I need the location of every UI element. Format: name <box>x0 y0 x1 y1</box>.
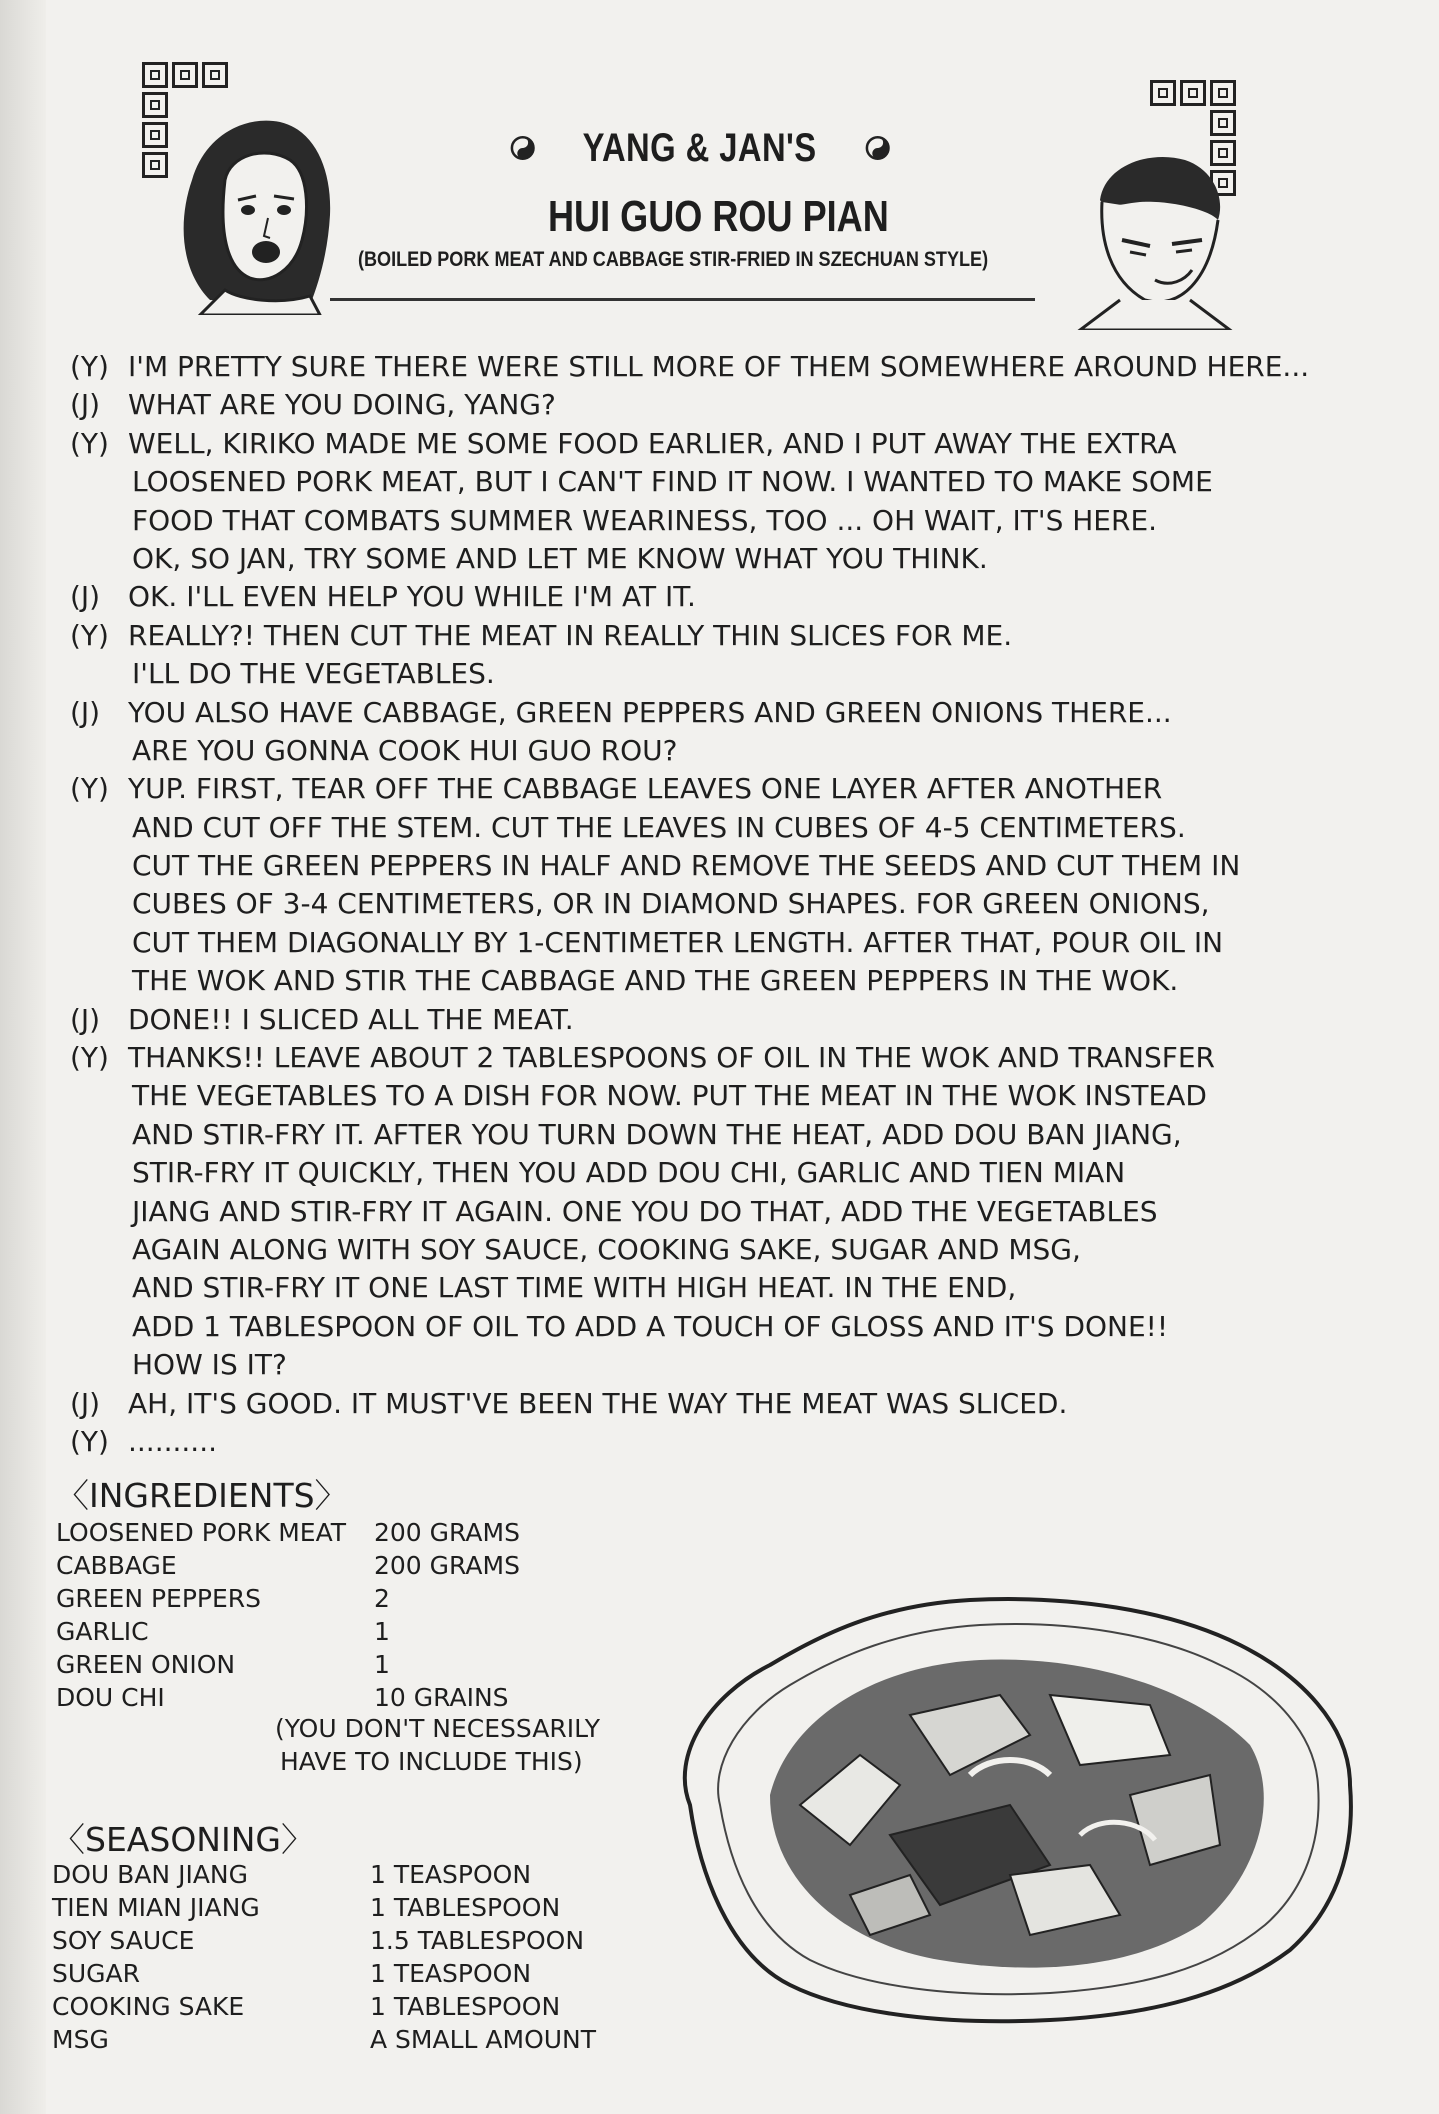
dialogue-line <box>70 617 1370 655</box>
dialogue-line <box>70 1423 1370 1461</box>
dialogue-text: WELL, KIRIKO MADE ME SOME FOOD EARLIER, AND I PUT AWAY THE EXTRA <box>128 426 1177 460</box>
fret-ornament-left <box>142 62 228 88</box>
dialogue-text: YUP. FIRST, TEAR OFF THE CABBAGE LEAVES ONE LAYER AFTER ANOTHER <box>128 772 1163 806</box>
ingredients-row <box>56 1681 520 1714</box>
seasoning-amount: A SMALL AMOUNT <box>370 2025 597 2054</box>
seasoning-amount: 1.5 TABLESPOON <box>370 1926 585 1955</box>
dialogue-text: AH, IT'S GOOD. IT MUST'VE BEEN THE WAY THE MEAT WAS SLICED. <box>128 1386 1068 1420</box>
ingredients-amount: 1 <box>374 1650 390 1679</box>
dialogue-text: THANKS!! LEAVE ABOUT 2 TABLESPOONS OF OIL IN THE WOK AND TRANSFER <box>128 1041 1215 1075</box>
seasoning-name: MSG <box>52 2025 109 2054</box>
dialogue-line <box>70 1385 1370 1423</box>
seasoning-name: TIEN MIAN JIANG <box>52 1893 260 1922</box>
dialogue-text: THE VEGETABLES TO A DISH FOR NOW. PUT THE MEAT IN THE WOK INSTEAD <box>132 1079 1207 1113</box>
dialogue-line <box>70 1193 1370 1231</box>
dialogue-line <box>70 1154 1370 1192</box>
ingredients-name: CABBAGE <box>56 1551 177 1580</box>
seasoning-amount: 1 TEASPOON <box>370 1860 532 1889</box>
dialogue-text: DONE!! I SLICED ALL THE MEAT. <box>128 1002 574 1036</box>
ingredients-name: GREEN PEPPERS <box>56 1584 262 1613</box>
dish-name: HUI GUO ROU PIAN <box>548 192 889 241</box>
speaker-tag: (J) <box>70 388 101 422</box>
dialogue-text: HOW IS IT? <box>132 1348 287 1382</box>
dialogue-line <box>70 348 1370 386</box>
dialogue-text: OK. I'LL EVEN HELP YOU WHILE I'M AT IT. <box>128 580 696 614</box>
ingredients-row <box>56 1615 520 1648</box>
dialogue-line <box>70 847 1370 885</box>
seasoning-name: COOKING SAKE <box>52 1992 245 2021</box>
ingredients-row <box>56 1648 520 1681</box>
dialogue-line <box>70 770 1370 808</box>
speaker-tag: (J) <box>70 1002 101 1036</box>
ingredients-amount: 2 <box>374 1584 390 1613</box>
speaker-tag: (J) <box>70 695 101 729</box>
dialogue-line <box>70 1269 1370 1307</box>
dialogue-line <box>70 1308 1370 1346</box>
seasoning-name: DOU BAN JIANG <box>52 1860 248 1889</box>
yin-yang-icon <box>865 129 890 167</box>
dialogue-text: AND STIR-FRY IT ONE LAST TIME WITH HIGH HEAT. IN THE END, <box>132 1271 1017 1305</box>
seasoning-row <box>52 2023 596 2056</box>
seasoning-row <box>52 1990 596 2023</box>
dialogue-line <box>70 425 1370 463</box>
dialogue-line <box>70 1039 1370 1077</box>
dialogue-line <box>70 1231 1370 1269</box>
dialogue-line <box>70 502 1370 540</box>
title-underline <box>330 298 1035 301</box>
speaker-tag: (Y) <box>70 350 109 383</box>
seasoning-list <box>52 1858 596 2056</box>
dialogue-line <box>70 732 1370 770</box>
dialogue-text: YOU ALSO HAVE CABBAGE, GREEN PEPPERS AND GREEN ONIONS THERE... <box>128 695 1172 729</box>
dialogue-line <box>70 694 1370 732</box>
man-portrait-illustration <box>1060 140 1240 330</box>
dialogue-text: JIANG AND STIR-FRY IT AGAIN. ONE YOU DO THAT, ADD THE VEGETABLES <box>132 1194 1158 1228</box>
dialogue-text: FOOD THAT COMBATS SUMMER WEARINESS, TOO ... OH WAIT, IT'S HERE. <box>132 503 1158 537</box>
dialogue-line <box>70 578 1370 616</box>
ingredients-amount: 200 GRAMS <box>374 1551 520 1580</box>
dialogue-text: I'M PRETTY SURE THERE WERE STILL MORE OF THEM SOMEWHERE AROUND HERE... <box>128 350 1310 383</box>
stir-fry-dish-illustration <box>650 1575 1370 2035</box>
speaker-tag: (J) <box>70 580 101 614</box>
dialogue-line <box>70 1077 1370 1115</box>
dialogue-text: ARE YOU GONNA COOK HUI GUO ROU? <box>132 733 678 767</box>
dialogue-text: AGAIN ALONG WITH SOY SAUCE, COOKING SAKE, SUGAR AND MSG, <box>132 1232 1081 1266</box>
ingredients-name: GARLIC <box>56 1617 149 1646</box>
ingredients-amount: 10 GRAINS <box>374 1683 509 1712</box>
speaker-tag: (Y) <box>70 1041 109 1075</box>
dialogue-line <box>70 924 1370 962</box>
dialogue-line <box>70 463 1370 501</box>
fret-ornament-left-column <box>142 92 168 178</box>
dialogue-line <box>70 885 1370 923</box>
title-row <box>510 118 890 178</box>
fret-ornament-right <box>1150 80 1236 106</box>
seasoning-heading: 〈SEASONING〉 <box>52 1820 314 1859</box>
recipe-title: YANG & JAN'S <box>583 125 817 170</box>
dialogue-line <box>70 386 1370 424</box>
dialogue-line <box>70 962 1370 1000</box>
dialogue-text: ADD 1 TABLESPOON OF OIL TO ADD A TOUCH OF GLOSS AND IT'S DONE!! <box>132 1309 1169 1343</box>
ingredients-list <box>56 1516 520 1714</box>
dialogue-text: OK, SO JAN, TRY SOME AND LET ME KNOW WHAT YOU THINK. <box>132 541 988 575</box>
seasoning-row <box>52 1891 596 1924</box>
ingredients-row <box>56 1582 520 1615</box>
dialogue-text: WHAT ARE YOU DOING, YANG? <box>128 388 556 422</box>
dialogue-line <box>70 1001 1370 1039</box>
speaker-tag: (Y) <box>70 618 109 652</box>
speaker-tag: (Y) <box>70 426 109 460</box>
seasoning-row <box>52 1858 596 1891</box>
ingredients-heading: 〈INGREDIENTS〉 <box>56 1476 348 1515</box>
seasoning-row <box>52 1924 596 1957</box>
dialogue-text: LOOSENED PORK MEAT, BUT I CAN'T FIND IT NOW. I WANTED TO MAKE SOME <box>132 465 1213 499</box>
dialogue-text: STIR-FRY IT QUICKLY, THEN YOU ADD DOU CHI, GARLIC AND TIEN MIAN <box>132 1156 1126 1190</box>
dialogue-text: AND STIR-FRY IT. AFTER YOU TURN DOWN THE HEAT, ADD DOU BAN JIANG, <box>132 1117 1182 1151</box>
ingredients-amount: 200 GRAMS <box>374 1518 520 1547</box>
seasoning-amount: 1 TEASPOON <box>370 1959 532 1988</box>
dou-chi-note: (YOU DON'T NECESSARILY HAVE TO INCLUDE THIS) <box>275 1714 600 1776</box>
seasoning-name: SOY SAUCE <box>52 1926 195 1955</box>
dialogue-text: .......... <box>128 1424 218 1458</box>
seasoning-name: SUGAR <box>52 1959 141 1988</box>
dialogue-line <box>70 655 1370 693</box>
ingredients-row <box>56 1516 520 1549</box>
dialogue-text: CUT THE GREEN PEPPERS IN HALF AND REMOVE THE SEEDS AND CUT THEM IN <box>132 849 1241 883</box>
dialogue-text: AND CUT OFF THE STEM. CUT THE LEAVES IN CUBES OF 4-5 CENTIMETERS. <box>132 810 1186 844</box>
ingredients-name: GREEN ONION <box>56 1650 236 1679</box>
ingredients-name: LOOSENED PORK MEAT <box>56 1518 347 1547</box>
ingredients-name: DOU CHI <box>56 1683 165 1712</box>
dialogue-text: CUBES OF 3-4 CENTIMETERS, OR IN DIAMOND SHAPES. FOR GREEN ONIONS, <box>132 887 1210 921</box>
dialogue-line <box>70 809 1370 847</box>
recipe-header <box>0 0 1439 330</box>
ingredients-row <box>56 1549 520 1582</box>
seasoning-amount: 1 TABLESPOON <box>370 1893 561 1922</box>
yin-yang-icon <box>510 129 535 167</box>
speaker-tag: (Y) <box>70 772 109 806</box>
woman-portrait-illustration <box>170 100 340 315</box>
dish-subtitle: (BOILED PORK MEAT AND CABBAGE STIR-FRIED IN SZECHUAN STYLE) <box>358 248 989 271</box>
speaker-tag: (J) <box>70 1386 101 1420</box>
dialogue-line <box>70 1346 1370 1384</box>
dialogue-line <box>70 540 1370 578</box>
dialogue-text: I'LL DO THE VEGETABLES. <box>132 657 495 691</box>
dialogue-line <box>70 1116 1370 1154</box>
dialogue-text: CUT THEM DIAGONALLY BY 1-CENTIMETER LENGTH. AFTER THAT, POUR OIL IN <box>132 925 1224 959</box>
seasoning-row <box>52 1957 596 1990</box>
recipe-dialogue <box>70 348 1370 1461</box>
dialogue-text: REALLY?! THEN CUT THE MEAT IN REALLY THIN SLICES FOR ME. <box>128 618 1013 652</box>
dialogue-text: THE WOK AND STIR THE CABBAGE AND THE GREEN PEPPERS IN THE WOK. <box>132 964 1179 998</box>
speaker-tag: (Y) <box>70 1424 109 1458</box>
ingredients-amount: 1 <box>374 1617 390 1646</box>
seasoning-amount: 1 TABLESPOON <box>370 1992 561 2021</box>
